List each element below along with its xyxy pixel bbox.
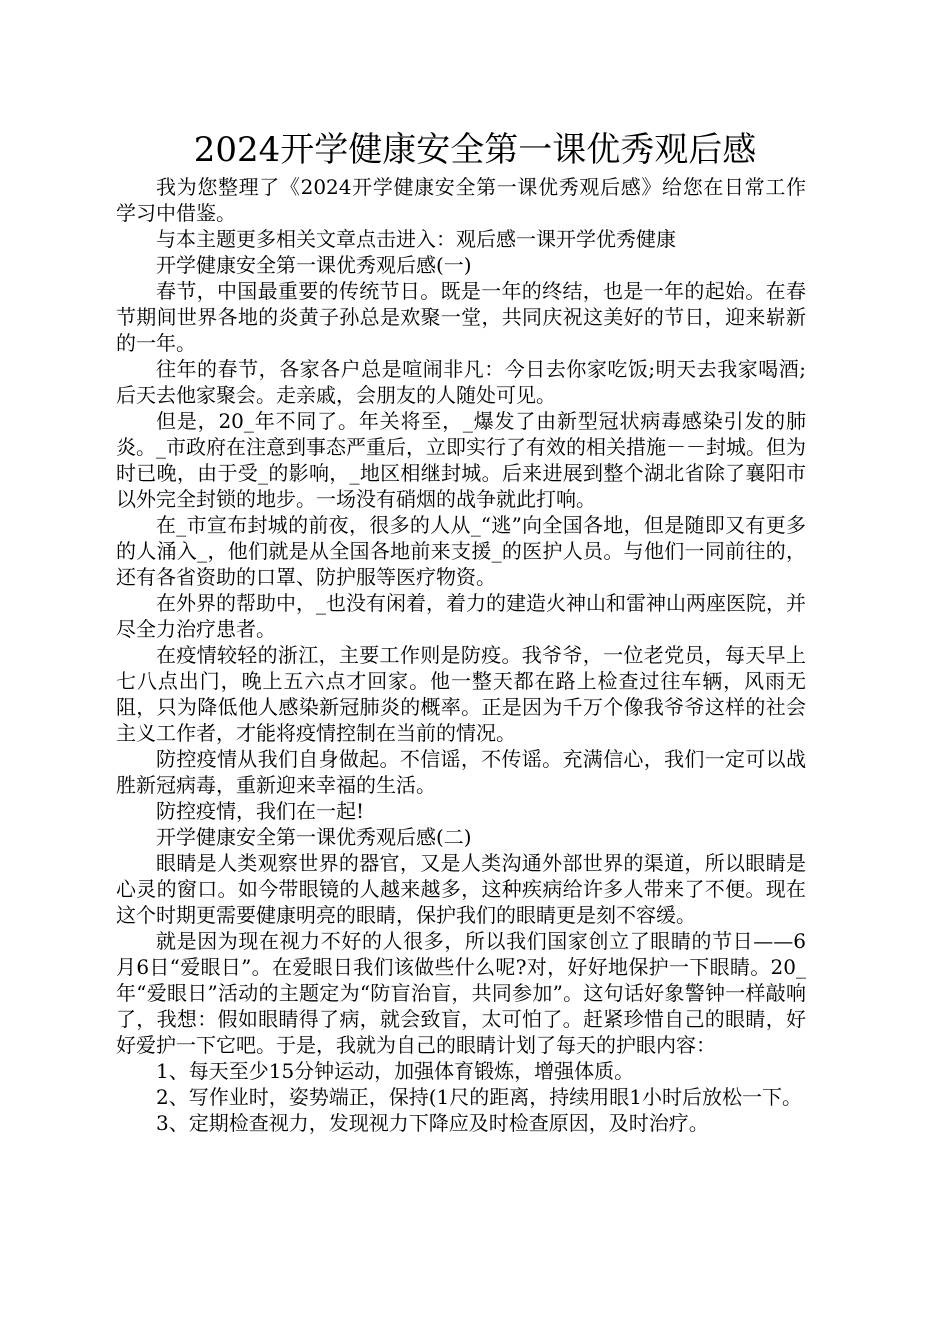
section-heading-1: 开学健康安全第一课优秀观后感(一) — [156, 253, 472, 277]
body-paragraph: 在疫情较轻的浙江，主要工作则是防疫。我爷爷，一位老党员，每天早上七八点出门，晚上五六点才回家。他一整天都在路上检查过往车辆，风雨无阻，只为降低他人感染新冠肺炎的概率。正是因为千万个像我爷爷这样的社会主义工作者，才能将疫情控制在当前的情况。 — [116, 643, 806, 745]
body-paragraph: 在外界的帮助中，_也没有闲着，着力的建造火神山和雷神山两座医院，并尽全力治疗患者。 — [116, 591, 806, 641]
body-paragraph: 但是，20_年不同了。年关将至，_爆发了由新型冠状病毒感染引发的肺炎。_市政府在注意到事态严重后，立即实行了有效的相关措施－－封城。但为时已晚，由于受_的影响，_地区相继封城。后来进展到整个湖北省除了襄阳市以外完全封锁的地步。一场没有硝烟的战争就此打响。 — [116, 409, 806, 511]
body-paragraph: 就是因为现在视力不好的人很多，所以我们国家创立了眼睛的节日——6月6日“爱眼日”。在爱眼日我们该做些什么呢?对，好好地保护一下眼睛。20_年“爱眼日”活动的主题定为“防盲治盲，共同参加”。这句话好象警钟一样敲响了，我想：假如眼睛得了病，就会致盲，太可怕了。赶紧珍惜自己的眼睛，好好爱护一下它吧。于是，我就为自己的眼睛计划了每天的护眼内容： — [116, 929, 806, 1057]
intro-paragraph: 我为您整理了《2024开学健康安全第一课优秀观后感》给您在日常工作学习中借鉴。 — [116, 175, 806, 225]
related-articles-link[interactable]: 与本主题更多相关文章点击进入：观后感一课开学优秀健康 — [156, 227, 676, 251]
list-item: 3、定期检查视力，发现视力下降应及时检查原因，及时治疗。 — [156, 1111, 709, 1135]
body-paragraph: 在_市宣布封城的前夜，很多的人从_“逃”向全国各地，但是随即又有更多的人涌入_，他们就是从全国各地前来支援_的医护人员。与他们一同前往的，还有各省资助的口罩、防护服等医疗物资。 — [116, 513, 806, 589]
section-heading-2: 开学健康安全第一课优秀观后感(二) — [156, 825, 472, 849]
body-paragraph: 春节，中国最重要的传统节日。既是一年的终结，也是一年的起始。在春节期间世界各地的炎黄子孙总是欢聚一堂，共同庆祝这美好的节日，迎来崭新的一年。 — [116, 279, 806, 355]
document-title: 2024开学健康安全第一课优秀观后感 — [193, 130, 757, 170]
body-paragraph: 眼睛是人类观察世界的器官，又是人类沟通外部世界的渠道，所以眼睛是心灵的窗口。如今带眼镜的人越来越多，这种疾病给许多人带来了不便。现在这个时期更需要健康明亮的眼睛，保护我们的眼睛更是刻不容缓。 — [116, 851, 806, 927]
body-paragraph: 防控疫情，我们在一起! — [156, 799, 365, 823]
body-paragraph: 防控疫情从我们自身做起。不信谣，不传谣。充满信心，我们一定可以战胜新冠病毒，重新迎来幸福的生活。 — [116, 747, 806, 797]
list-item: 1、每天至少15分钟运动，加强体育锻炼，增强体质。 — [156, 1059, 635, 1083]
list-item: 2、写作业时，姿势端正，保持(1尺的距离，持续用眼1小时后放松一下。 — [156, 1085, 802, 1109]
document-body — [116, 174, 806, 1136]
body-paragraph: 往年的春节，各家各户总是喧闹非凡：今日去你家吃饭;明天去我家喝酒;后天去他家聚会。走亲戚，会朋友的人随处可见。 — [116, 357, 806, 407]
